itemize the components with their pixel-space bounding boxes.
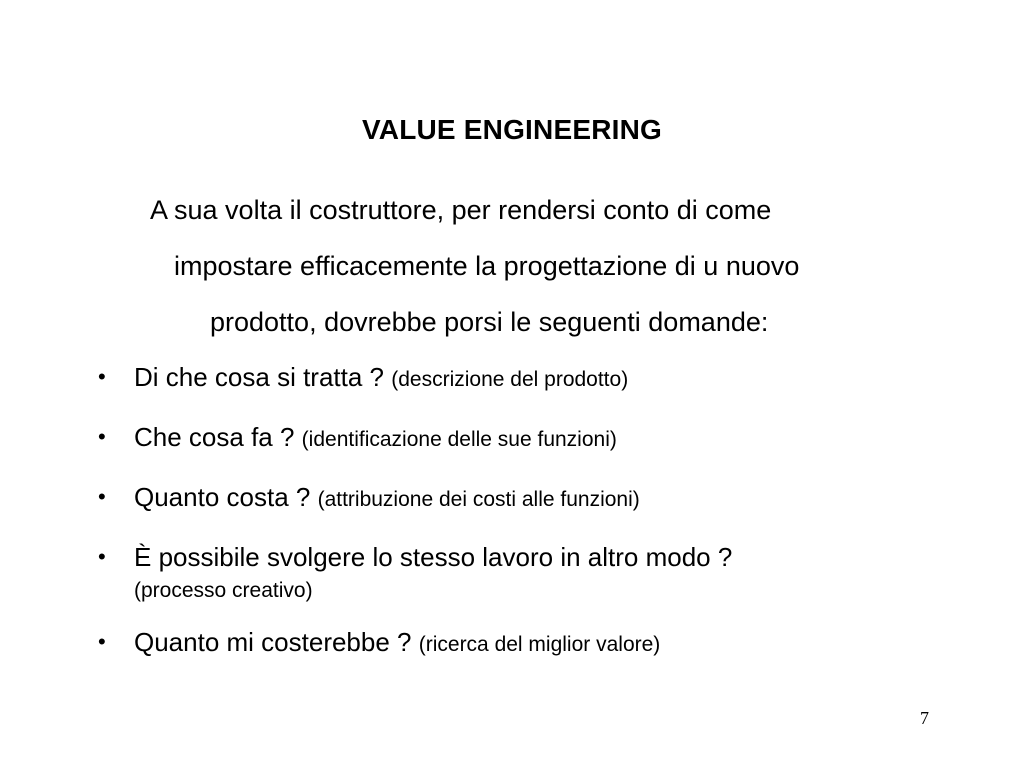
list-item <box>96 416 956 461</box>
slide-title: VALUE ENGINEERING <box>361 114 663 145</box>
bullet-icon: • <box>98 629 106 654</box>
question-text: Di che cosa si tratta ? <box>134 362 384 392</box>
bullet-icon: • <box>98 364 106 389</box>
page-number: 7 <box>920 708 929 728</box>
question-note: (ricerca del miglior valore) <box>418 633 661 656</box>
intro-line: A sua volta il costruttore, per rendersi conto di come <box>150 195 772 225</box>
question-text: È possibile svolgere lo stesso lavoro in altro modo ? <box>134 542 733 572</box>
question-text: Che cosa fa ? <box>134 422 295 452</box>
intro-paragraph <box>150 182 890 350</box>
question-text: Quanto mi costerebbe ? <box>134 627 412 657</box>
question-note: (processo creativo) <box>134 579 313 602</box>
bullet-icon: • <box>98 544 106 569</box>
list-item <box>96 476 956 521</box>
list-item <box>96 621 956 666</box>
list-item <box>96 356 956 401</box>
question-list <box>96 356 956 681</box>
question-note: (descrizione del prodotto) <box>391 368 629 391</box>
bullet-icon: • <box>98 484 106 509</box>
intro-line: impostare efficacemente la progettazione di u nuovo <box>174 251 800 281</box>
bullet-icon: • <box>98 424 106 449</box>
question-note: (identificazione delle sue funzioni) <box>301 428 617 451</box>
intro-line: prodotto, dovrebbe porsi le seguenti domande: <box>210 307 769 337</box>
question-note: (attribuzione dei costi alle funzioni) <box>317 488 640 511</box>
question-text: Quanto costa ? <box>134 482 311 512</box>
list-item <box>96 536 956 606</box>
